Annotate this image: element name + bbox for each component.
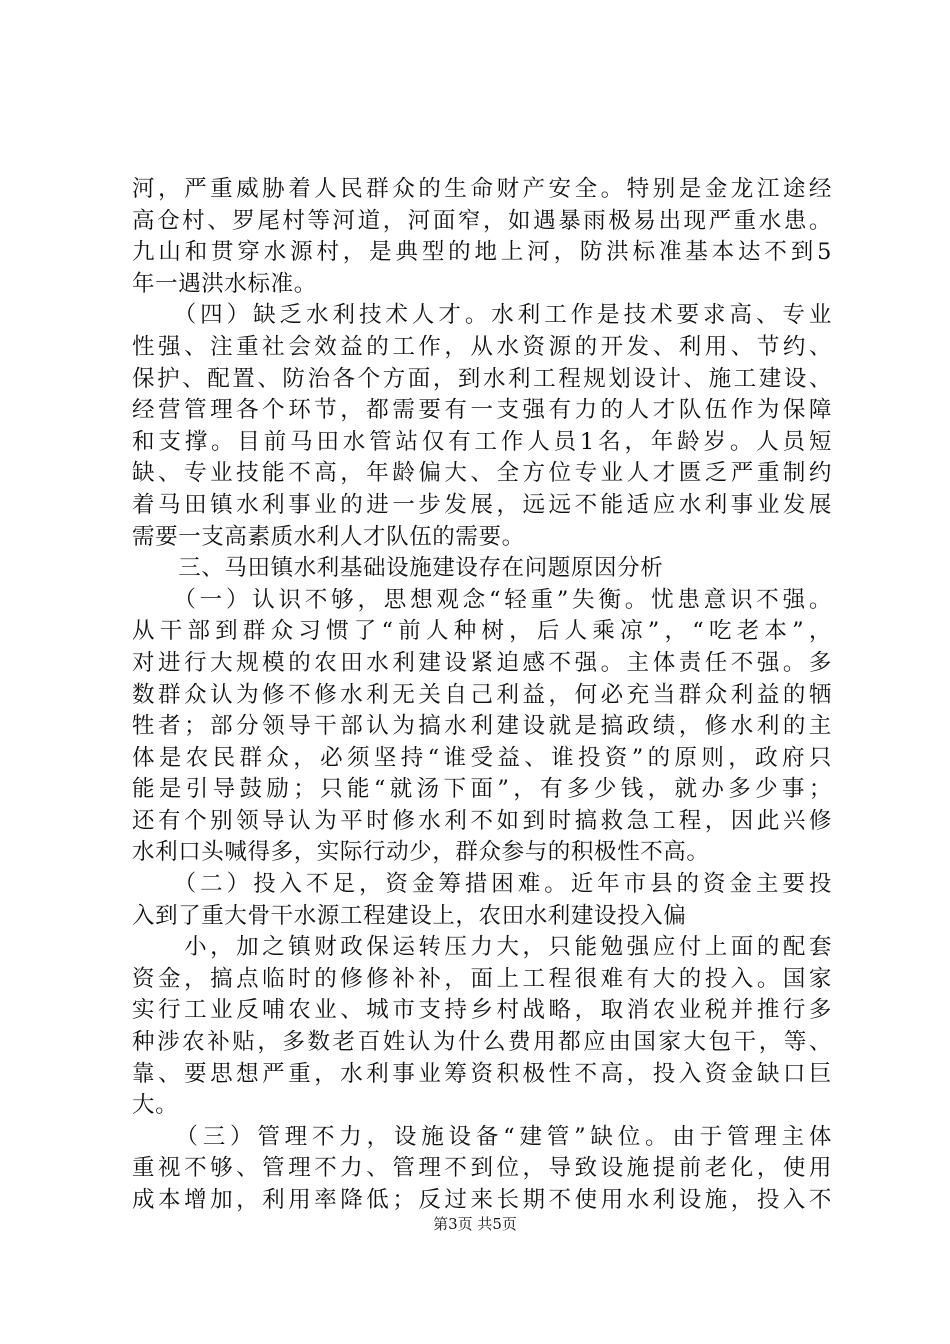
text-line: 和支撑。目前马田水管站仅有工作人员1名，年龄岁。人员短 bbox=[132, 428, 832, 455]
text-line: 数群众认为修不修水利无关自己利益，何必充当群众利益的牺 bbox=[132, 681, 832, 708]
text-line: 经营管理各个环节，都需要有一支强有力的人才队伍作为保障 bbox=[132, 397, 832, 424]
text-line: 牲者；部分领导干部认为搞水利建设就是搞政绩，修水利的主 bbox=[132, 713, 832, 740]
text-line: 对进行大规模的农田水利建设紧迫感不强。主体责任不强。多 bbox=[132, 649, 832, 676]
text-line: 缺、专业技能不高，年龄偏大、全方位专业人才匮乏严重制约 bbox=[132, 460, 832, 487]
text-line: 靠、要思想严重，水利事业筹资积极性不高，投入资金缺口巨 bbox=[132, 1060, 832, 1087]
text-line: 性强、注重社会效益的工作，从水资源的开发、利用、节约、 bbox=[132, 333, 832, 360]
text-line: 年一遇洪水标准。 bbox=[132, 270, 317, 297]
text-line: 九山和贯穿水源村，是典型的地上河，防洪标准基本达不到5 bbox=[132, 239, 832, 266]
text-line: 高仓村、罗尾村等河道，河面窄，如遇暴雨极易出现严重水患。 bbox=[132, 207, 832, 234]
text-line: 大。 bbox=[132, 1092, 179, 1119]
text-line: 种涉农补贴，多数老百姓认为什么费用都应由国家大包干，等、 bbox=[132, 1029, 832, 1056]
text-line: （四）缺乏水利技术人才。水利工作是技术要求高、专业 bbox=[132, 302, 832, 329]
text-line: 小，加之镇财政保运转压力大，只能勉强应付上面的配套 bbox=[132, 934, 832, 961]
text-line: 入到了重大骨干水源工程建设上，农田水利建设投入偏 bbox=[132, 902, 687, 929]
text-line: 体是农民群众，必须坚持“谁受益、谁投资”的原则，政府只 bbox=[132, 744, 832, 771]
text-line: （三）管理不力，设施设备“建管”缺位。由于管理主体 bbox=[132, 1123, 832, 1150]
page-footer bbox=[0, 1214, 950, 1234]
text-line: 水利口头喊得多，实际行动少，群众参与的积极性不高。 bbox=[132, 839, 710, 866]
text-line: （二）投入不足，资金筹措困难。近年市县的资金主要投 bbox=[132, 871, 832, 898]
text-line: 从干部到群众习惯了“前人种树，后人乘凉”，“吃老本”， bbox=[132, 618, 832, 645]
text-line: 着马田镇水利事业的进一步发展，远远不能适应水利事业发展 bbox=[132, 491, 832, 518]
text-line: 需要一支高素质水利人才队伍的需要。 bbox=[132, 523, 525, 550]
text-line: 河，严重威胁着人民群众的生命财产安全。特别是金龙江途经 bbox=[132, 176, 832, 202]
text-line: 资金，搞点临时的修修补补，面上工程很难有大的投入。国家 bbox=[132, 965, 832, 992]
text-line: 能是引导鼓励；只能“就汤下面”，有多少钱，就办多少事； bbox=[132, 776, 832, 803]
page-number: 第3页 共5页 bbox=[433, 1215, 517, 1233]
text-line: 还有个别领导认为平时修水利不如到时搞救急工程，因此兴修 bbox=[132, 807, 832, 834]
body-text bbox=[132, 174, 832, 1217]
text-line: 保护、配置、防治各个方面，到水利工程规划设计、施工建设、 bbox=[132, 365, 832, 392]
text-line: 重视不够、管理不力、管理不到位，导致设施提前老化，使用 bbox=[132, 1155, 832, 1182]
text-line: 成本增加，利用率降低；反过来长期不使用水利设施，投入不 bbox=[132, 1187, 832, 1213]
text-line: 实行工业反哺农业、城市支持乡村战略，取消农业税并推行多 bbox=[132, 997, 832, 1024]
section-heading: 三、马田镇水利基础设施建设存在问题原因分析 bbox=[132, 555, 664, 582]
text-line: （一）认识不够，思想观念“轻重”失衡。忧患意识不强。 bbox=[132, 586, 832, 613]
